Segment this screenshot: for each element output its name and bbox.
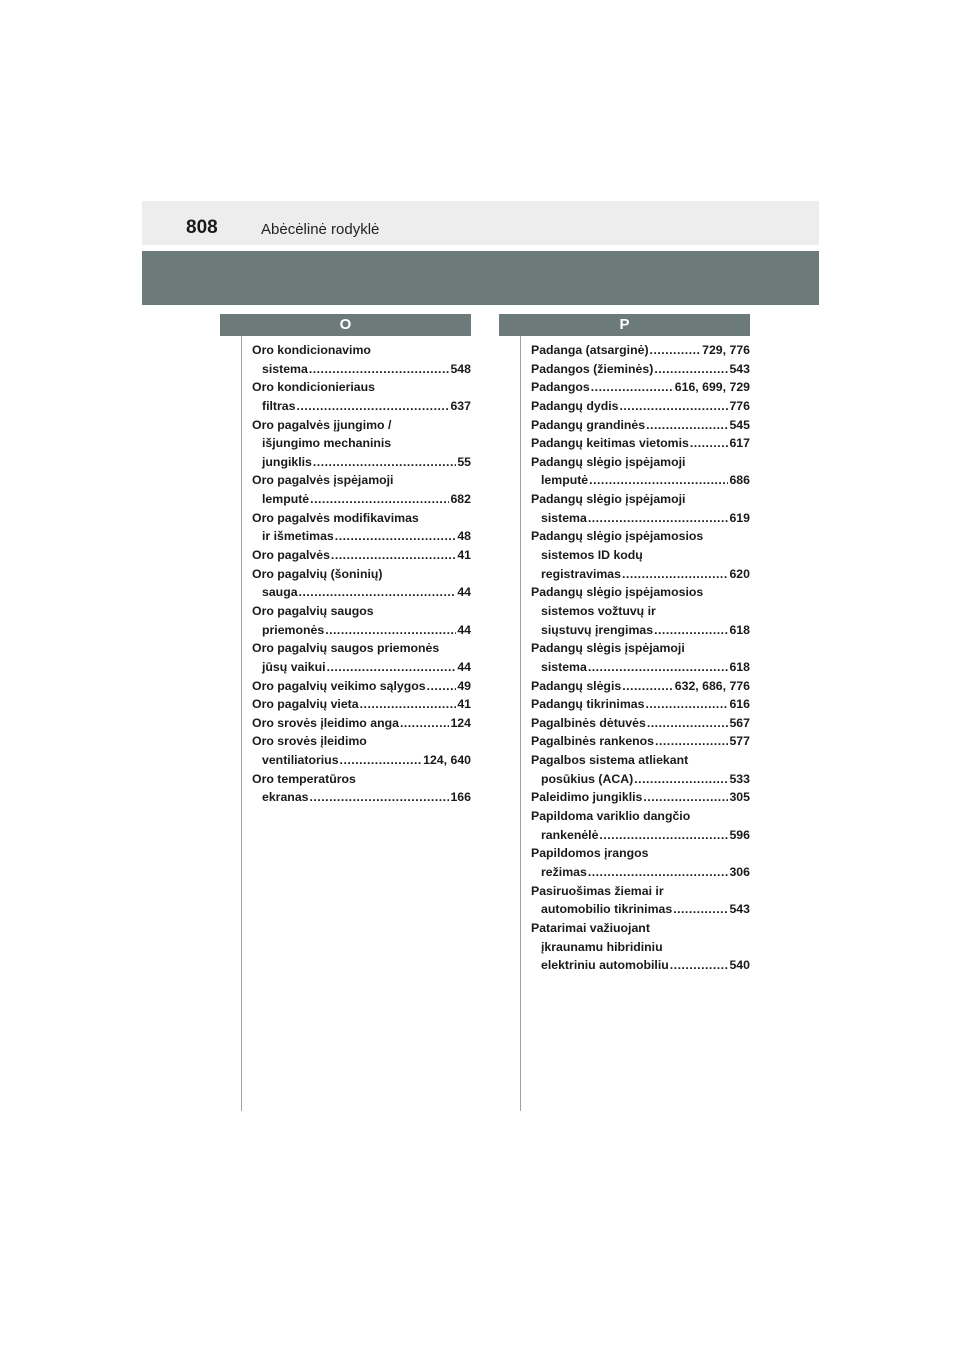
page-reference: 632, 686, 776 xyxy=(674,678,750,693)
index-entry-leader-line xyxy=(531,956,750,975)
index-entry-line: Pagalbos sistema atliekant xyxy=(531,753,689,768)
page-reference: 305 xyxy=(729,790,750,805)
index-entry-line: Oro kondicionavimo xyxy=(252,343,371,357)
dot-leader xyxy=(650,341,702,360)
index-entry-leader-line xyxy=(531,900,750,919)
index-entry xyxy=(531,677,750,696)
letter-header-o: O xyxy=(220,314,471,336)
dot-leader xyxy=(427,677,457,696)
index-entry-leader-line xyxy=(531,714,750,733)
index-column-o xyxy=(252,341,471,807)
column-divider-o xyxy=(241,336,242,1111)
index-entry-line: Oro pagalvės modifikavimas xyxy=(252,510,419,525)
page-reference: 44 xyxy=(457,622,471,637)
page-reference: 686 xyxy=(729,473,750,488)
index-entry xyxy=(531,583,750,639)
dot-leader xyxy=(297,397,450,416)
dot-leader xyxy=(299,583,457,602)
index-entry-term: ekranas xyxy=(262,790,309,805)
index-entry-leader-line xyxy=(252,527,471,546)
index-entry xyxy=(531,751,750,788)
index-entry-term: sistema xyxy=(262,361,308,376)
index-entry xyxy=(252,714,471,733)
index-entry-term: Padangų slėgis xyxy=(531,678,622,693)
index-entry-term: jungiklis xyxy=(262,454,312,469)
index-entry-term: priemonės xyxy=(262,622,325,637)
dot-leader xyxy=(400,714,450,733)
index-entry-term: Oro pagalvių vieta xyxy=(252,697,359,712)
index-entry xyxy=(531,490,750,527)
index-entry-term: jūsų vaikui xyxy=(262,659,326,674)
index-entry-term: Padangų grandinės xyxy=(531,417,646,432)
index-entry xyxy=(531,527,750,583)
dot-leader xyxy=(335,527,457,546)
page-reference: 41 xyxy=(457,697,471,712)
index-entry-term: Oro pagalvių veikimo sąlygos xyxy=(252,678,426,693)
index-entry-term: ventiliatorius xyxy=(262,753,339,768)
index-entry-leader-line xyxy=(252,546,471,565)
dot-leader xyxy=(340,751,423,770)
index-entry-term: lemputė xyxy=(262,492,310,507)
index-entry-leader-line xyxy=(531,360,750,379)
index-entry-term: posūkius (ACA) xyxy=(541,771,634,786)
page-reference: 596 xyxy=(729,827,750,842)
dot-leader xyxy=(310,490,449,509)
page-reference: 616, 699, 729 xyxy=(674,380,750,395)
index-entry-line: Oro pagalvių (šoninių) xyxy=(252,566,383,581)
index-entry-leader-line xyxy=(252,714,471,733)
page-reference: 543 xyxy=(729,902,750,917)
dot-leader xyxy=(360,695,457,714)
dot-leader xyxy=(309,360,450,379)
page-reference: 616 xyxy=(729,697,750,712)
index-entry-leader-line xyxy=(531,416,750,435)
header-bar xyxy=(142,201,819,245)
index-entry-term: Oro srovės įleidimo anga xyxy=(252,715,399,730)
index-entry-leader-line xyxy=(252,490,471,509)
index-entry-term: Padangų tikrinimas xyxy=(531,697,645,712)
page-reference: 44 xyxy=(457,659,471,674)
index-entry xyxy=(531,341,750,360)
index-entry-line: Oro pagalvių saugos xyxy=(252,603,374,618)
page-reference: 48 xyxy=(457,529,471,544)
index-entry xyxy=(252,602,471,639)
index-entry xyxy=(531,639,750,676)
dot-leader xyxy=(589,471,728,490)
page-reference: 577 xyxy=(729,734,750,749)
index-entry-leader-line xyxy=(531,621,750,640)
index-entry-term: ir išmetimas xyxy=(262,529,334,544)
index-entry-leader-line xyxy=(531,341,750,360)
index-entry-leader-line xyxy=(531,863,750,882)
index-entry xyxy=(252,732,471,769)
page-reference: 540 xyxy=(729,958,750,973)
page-reference: 49 xyxy=(457,678,471,693)
index-entry xyxy=(531,732,750,751)
index-entry-line: Padangų slėgio įspėjamosios xyxy=(531,585,704,600)
dot-leader xyxy=(622,565,728,584)
index-entry-term: Pagalbinės rankenos xyxy=(531,734,655,749)
index-entry-term: sistema xyxy=(541,659,587,674)
section-title: Abėcėlinė rodyklė xyxy=(261,221,380,238)
dot-leader xyxy=(588,863,729,882)
index-entry-line: Oro srovės įleidimo xyxy=(252,734,367,749)
index-entry-line: Oro pagalvių saugos priemonės xyxy=(252,641,440,656)
index-entry-line: sistemos ID kodų xyxy=(541,548,643,563)
index-entry xyxy=(531,378,750,397)
index-entry-leader-line xyxy=(531,732,750,751)
dot-leader xyxy=(655,732,728,751)
index-entry xyxy=(252,378,471,415)
index-entry xyxy=(531,434,750,453)
dot-leader xyxy=(645,695,728,714)
page-reference: 55 xyxy=(457,454,471,469)
index-entry-line: Padangų slėgio įspėjamosios xyxy=(531,529,704,544)
index-entry-leader-line xyxy=(531,509,750,528)
page-reference: 124 xyxy=(450,715,471,730)
index-entry-leader-line xyxy=(531,434,750,453)
index-entry-line: Oro temperatūros xyxy=(252,771,356,786)
page-reference: 619 xyxy=(729,510,750,525)
index-entry xyxy=(531,714,750,733)
index-entry-term: Padanga (atsarginė) xyxy=(531,343,649,357)
index-entry-term: elektriniu automobiliu xyxy=(541,958,669,973)
index-entry-term: Paleidimo jungiklis xyxy=(531,790,643,805)
index-entry-leader-line xyxy=(531,826,750,845)
index-entry xyxy=(252,341,471,378)
index-entry-leader-line xyxy=(252,751,471,770)
index-entry-line: Padangų slėgis įspėjamoji xyxy=(531,641,685,656)
dot-leader xyxy=(313,453,456,472)
index-entry-term: režimas xyxy=(541,864,587,879)
index-entry xyxy=(252,546,471,565)
index-entry-leader-line xyxy=(252,658,471,677)
index-entry xyxy=(252,471,471,508)
index-entry-line: Patarimai važiuojant xyxy=(531,920,650,935)
page-reference: 567 xyxy=(729,715,750,730)
index-column-p xyxy=(531,341,750,975)
dot-leader xyxy=(331,546,456,565)
index-entry-term: filtras xyxy=(262,398,296,413)
page-reference: 543 xyxy=(729,361,750,376)
dot-leader xyxy=(599,826,728,845)
page-reference: 776 xyxy=(729,398,750,413)
header-band xyxy=(142,251,819,305)
page-reference: 44 xyxy=(457,585,471,600)
index-entry-leader-line xyxy=(252,788,471,807)
index-entry-leader-line xyxy=(252,621,471,640)
page-reference: 620 xyxy=(729,566,750,581)
dot-leader xyxy=(325,621,456,640)
index-entry-term: rankenėlė xyxy=(541,827,599,842)
index-entry-term: automobilio tikrinimas xyxy=(541,902,673,917)
index-entry xyxy=(531,882,750,919)
index-entry xyxy=(531,416,750,435)
index-entry xyxy=(531,695,750,714)
index-entry-leader-line xyxy=(252,583,471,602)
page-reference: 617 xyxy=(729,436,750,451)
index-entry xyxy=(252,509,471,546)
page-reference: 41 xyxy=(457,548,471,563)
index-entry-line: sistemos vožtuvų ir xyxy=(541,603,656,618)
dot-leader xyxy=(622,677,674,696)
page-reference: 618 xyxy=(729,622,750,637)
index-entry-line: įkraunamu hibridiniu xyxy=(541,939,663,954)
index-entry-leader-line xyxy=(252,360,471,379)
index-entry-leader-line xyxy=(252,397,471,416)
index-entry-leader-line xyxy=(531,677,750,696)
page-reference: 306 xyxy=(729,864,750,879)
dot-leader xyxy=(310,788,450,807)
index-entry xyxy=(252,639,471,676)
index-entry-leader-line xyxy=(252,677,471,696)
index-entry-leader-line xyxy=(531,770,750,789)
index-entry xyxy=(252,416,471,472)
page-reference: 548 xyxy=(450,361,471,376)
dot-leader xyxy=(654,621,728,640)
index-entry-leader-line xyxy=(531,788,750,807)
page-number: 808 xyxy=(186,217,218,238)
index-entry-term: registravimas xyxy=(541,566,621,581)
dot-leader xyxy=(588,509,729,528)
index-entry xyxy=(252,770,471,807)
index-entry-term: Oro pagalvės xyxy=(252,548,330,563)
dot-leader xyxy=(634,770,728,789)
dot-leader xyxy=(690,434,729,453)
index-entry xyxy=(252,695,471,714)
letter-header-p: P xyxy=(499,314,750,336)
index-entry-term: siųstuvų įrengimas xyxy=(541,622,654,637)
index-entry-term: Pagalbinės dėtuvės xyxy=(531,715,646,730)
index-entry-leader-line xyxy=(531,565,750,584)
index-entry-line: Oro pagalvės įspėjamoji xyxy=(252,473,394,488)
page-reference: 124, 640 xyxy=(423,753,471,768)
page-reference: 618 xyxy=(729,659,750,674)
index-entry xyxy=(531,453,750,490)
index-entry-line: Oro kondicionieriaus xyxy=(252,380,375,395)
dot-leader xyxy=(591,378,674,397)
index-entry-leader-line xyxy=(531,695,750,714)
dot-leader xyxy=(670,956,729,975)
dot-leader xyxy=(643,788,728,807)
index-entry-term: sistema xyxy=(541,510,587,525)
page-reference: 637 xyxy=(450,398,471,413)
index-entry xyxy=(531,919,750,975)
index-entry xyxy=(531,788,750,807)
index-entry-term: Padangos (žieminės) xyxy=(531,361,654,376)
index-entry-term: Padangų dydis xyxy=(531,398,619,413)
index-entry-leader-line xyxy=(252,453,471,472)
column-divider-p xyxy=(520,336,521,1111)
index-entry xyxy=(531,360,750,379)
index-entry-leader-line xyxy=(531,378,750,397)
dot-leader xyxy=(619,397,728,416)
index-entry-term: sauga xyxy=(262,585,298,600)
page-reference: 533 xyxy=(729,771,750,786)
index-entry-line: Papildoma variklio dangčio xyxy=(531,809,691,824)
index-entry-line: Pasiruošimas žiemai ir xyxy=(531,883,664,898)
page-reference: 682 xyxy=(450,492,471,507)
dot-leader xyxy=(654,360,728,379)
index-entry xyxy=(252,565,471,602)
index-entry xyxy=(531,397,750,416)
page-reference: 545 xyxy=(729,417,750,432)
index-entry-term: lemputė xyxy=(541,473,589,488)
dot-leader xyxy=(646,416,728,435)
index-entry xyxy=(252,677,471,696)
index-entry-term: Padangų keitimas vietomis xyxy=(531,436,689,451)
index-entry-line: Padangų slėgio įspėjamoji xyxy=(531,454,686,469)
dot-leader xyxy=(588,658,729,677)
index-entry-line: Padangų slėgio įspėjamoji xyxy=(531,492,686,507)
index-entry-leader-line xyxy=(252,695,471,714)
index-entry-leader-line xyxy=(531,658,750,677)
index-entry-line: Oro pagalvės įjungimo / xyxy=(252,417,392,432)
page-reference: 729, 776 xyxy=(702,343,750,357)
dot-leader xyxy=(673,900,728,919)
index-entry-leader-line xyxy=(531,471,750,490)
index-entry xyxy=(531,844,750,881)
index-entry xyxy=(531,807,750,844)
index-entry-line: išjungimo mechaninis xyxy=(262,436,392,451)
page-reference: 166 xyxy=(450,790,471,805)
dot-leader xyxy=(647,714,729,733)
index-entry-leader-line xyxy=(531,397,750,416)
index-entry-line: Papildomos įrangos xyxy=(531,846,649,861)
index-entry-term: Padangos xyxy=(531,380,590,395)
dot-leader xyxy=(327,658,457,677)
